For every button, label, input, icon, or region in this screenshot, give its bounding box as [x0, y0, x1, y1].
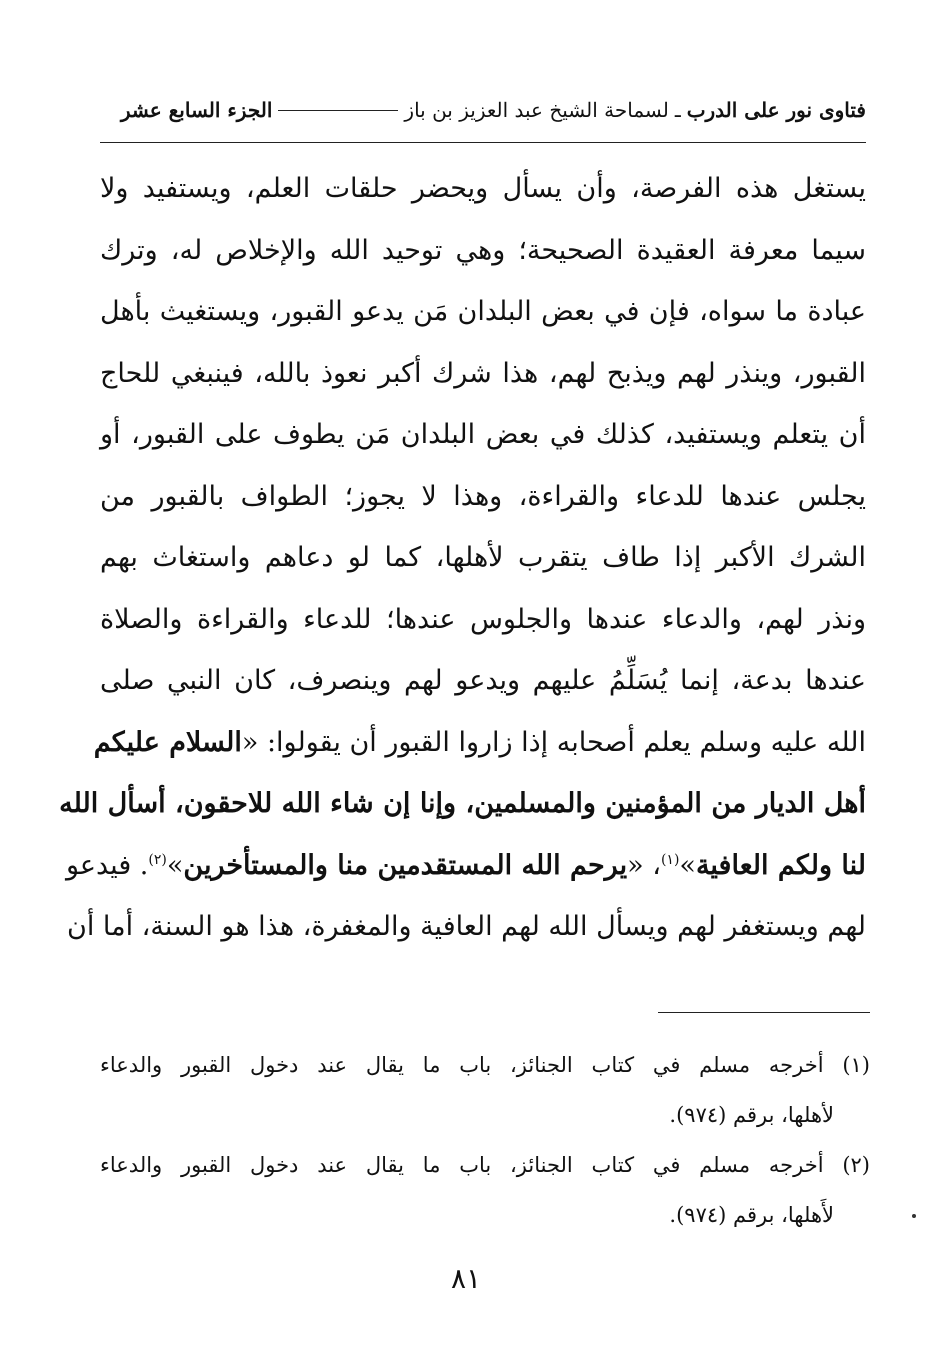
hadith-quote-2: يرحم الله المستقدمين منا والمستأخرين	[183, 849, 628, 881]
hadith-quote-1: لنا ولكم العافية	[695, 849, 866, 881]
text-line-10-normal: الله عليه وسلم يعلم أصحابه إذا زاروا القبور أن يقولوا: «	[241, 726, 866, 758]
text-line-12-tail: . فيدعو	[65, 849, 149, 881]
text-line-7: الشرك الأكبر إذا طاف يتقرب لأهلها، كما لو دعاهم واستغاث بهم	[100, 542, 866, 573]
main-text	[59, 158, 866, 958]
header-separator: ـ	[674, 98, 681, 122]
footnote-marker-1: (١)	[660, 851, 680, 868]
footnote-2-line-1: (٢) أخرجه مسلم في كتاب الجنائز، باب ما يقال عند دخول القبور والدعاء	[100, 1153, 870, 1177]
text-line-1: يستغل هذه الفرصة، وأن يسأل ويحضر حلقات العلم، ويستفيد ولا	[100, 173, 866, 204]
text-line-10	[93, 712, 866, 774]
text-line-13: لهم ويستغفر لهم ويسأل الله لهم العافية والمغفرة، هذا هو السنة، أما أن	[66, 911, 866, 942]
text-line-2: سيما معرفة العقيدة الصحيحة؛ وهي توحيد الله والإخلاص له، وترك	[100, 234, 866, 266]
text-line-6: يجلس عندها للدعاء والقراءة، وهذا لا يجوز؛ الطواف بالقبور من	[100, 480, 866, 512]
text-line-8: ونذر لهم، والدعاء عندها والجلوس عندها؛ للدعاء والقراءة والصلاة	[100, 603, 866, 635]
footnote-1-line-1: (١) أخرجه مسلم في كتاب الجنائز، باب ما يقال عند دخول القبور والدعاء	[100, 1053, 870, 1077]
running-header	[100, 98, 866, 143]
footnotes	[100, 1040, 870, 1240]
text-line-9: عندها بدعة، إنما يُسَلِّمُ عليهم ويدعو لهم وينصرف، كان النبي صلى	[100, 665, 866, 696]
footnote-separator	[658, 1012, 870, 1013]
scan-speck	[912, 1214, 916, 1218]
header-author: لسماحة الشيخ عبد العزيز بن باز	[404, 98, 669, 122]
quote-close-1: »	[679, 849, 696, 881]
header-rule	[278, 110, 398, 111]
text-line-5: أن يتعلم ويستفيد، كذلك في بعض البلدان مَن يطوف على القبور، أو	[100, 419, 866, 450]
quote-close-2: »	[166, 849, 184, 881]
text-line-4: القبور، وينذر لهم ويذبح لهم، هذا شرك أكبر نعوذ بالله، فينبغي للحاج	[100, 357, 866, 389]
page-number: ٨١	[450, 1262, 482, 1295]
text-line-3: عبادة ما سواه، فإن في بعض البلدان مَن يدعو القبور، ويستغيث بأهل	[100, 296, 866, 327]
header-book-title: فتاوى نور على الدرب	[686, 98, 866, 122]
footnote-marker-2: (٢)	[148, 851, 167, 868]
text-line-11: أهل الديار من المؤمنين والمسلمين، وإنا إن شاء الله للاحقون، أسأل الله	[59, 788, 866, 819]
footnote-1-line-2: لأهلها، برقم (٩٧٤).	[669, 1103, 834, 1127]
text-line-10-bold: السلام عليكم	[93, 726, 242, 758]
header-volume: الجزء السابع عشر	[120, 98, 273, 122]
quote-separator: ، «	[627, 849, 661, 881]
footnote-2-line-2: لأَهلها، برقم (٩٧٤).	[669, 1203, 834, 1227]
text-line-12	[65, 835, 866, 897]
